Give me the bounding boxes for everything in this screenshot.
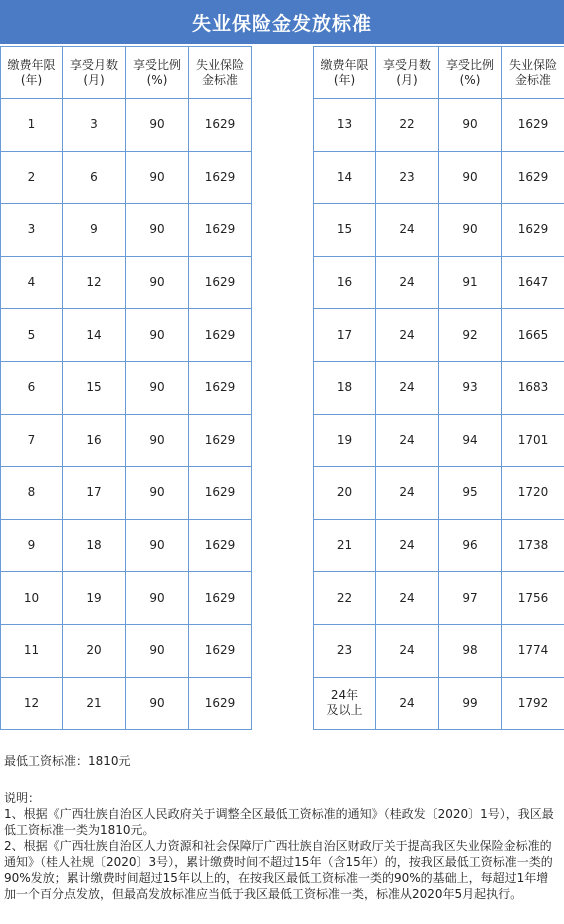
cell-amount: 1756 [502,572,564,625]
cell-amount: 1629 [189,414,252,467]
cell-ratio: 94 [439,414,502,467]
cell-amount: 1629 [189,361,252,414]
cell-ratio: 90 [126,519,189,572]
cell-months: 16 [63,414,126,467]
cell-months: 24 [376,361,439,414]
cell-months: 23 [376,151,439,204]
cell-ratio: 90 [126,677,189,730]
cell-months: 14 [63,309,126,362]
cell-years: 24年 及以上 [314,677,376,730]
table-row [314,677,564,730]
min-wage-text: 最低工资标准：1810元 [4,754,131,768]
table-row [1,204,252,257]
cell-ratio: 90 [439,99,502,152]
cell-months: 22 [376,99,439,152]
table-row [314,151,564,204]
cell-years: 7 [1,414,63,467]
cell-months: 19 [63,572,126,625]
cell-months: 18 [63,519,126,572]
table-row [1,309,252,362]
note-1: 1、根据《广西壮族自治区人民政府关于调整全区最低工资标准的通知》（桂政发〔2020〕1号），我区最低工资标准一类为1810元。 [4,807,554,837]
cell-ratio: 95 [439,467,502,520]
cell-amount: 1629 [189,256,252,309]
table-row [1,256,252,309]
cell-years: 2 [1,151,63,204]
cell-ratio: 96 [439,519,502,572]
cell-years: 19 [314,414,376,467]
cell-amount: 1629 [189,467,252,520]
cell-amount: 1701 [502,414,564,467]
cell-amount: 1792 [502,677,564,730]
cell-ratio: 98 [439,624,502,677]
cell-years: 15 [314,204,376,257]
cell-years: 3 [1,204,63,257]
table-row [314,624,564,677]
left-table [0,46,252,730]
cell-years: 5 [1,309,63,362]
header-ratio: 享受比例 (%) [439,47,502,99]
header-amount: 失业保险 金标准 [189,47,252,99]
cell-ratio: 90 [126,414,189,467]
header-amount: 失业保险 金标准 [502,47,564,99]
notes [4,790,560,902]
cell-ratio: 93 [439,361,502,414]
cell-years: 22 [314,572,376,625]
header-months: 享受月数 (月) [376,47,439,99]
cell-months: 20 [63,624,126,677]
cell-amount: 1647 [502,256,564,309]
table-row [1,624,252,677]
cell-years: 14 [314,151,376,204]
table-row [1,677,252,730]
header-ratio: 享受比例 (%) [126,47,189,99]
table-row [1,151,252,204]
table-row [314,467,564,520]
cell-years: 23 [314,624,376,677]
cell-months: 24 [376,256,439,309]
cell-ratio: 90 [126,361,189,414]
cell-years: 16 [314,256,376,309]
cell-years: 20 [314,467,376,520]
cell-years: 6 [1,361,63,414]
cell-amount: 1629 [189,204,252,257]
cell-ratio: 91 [439,256,502,309]
cell-years: 17 [314,309,376,362]
cell-years: 11 [1,624,63,677]
cell-ratio: 90 [126,624,189,677]
table-row [1,414,252,467]
cell-months: 12 [63,256,126,309]
cell-amount: 1629 [189,519,252,572]
cell-ratio: 90 [126,99,189,152]
table-row [314,519,564,572]
cell-months: 3 [63,99,126,152]
cell-ratio: 97 [439,572,502,625]
table-row [314,204,564,257]
cell-ratio: 90 [439,204,502,257]
cell-amount: 1665 [502,309,564,362]
cell-months: 24 [376,572,439,625]
cell-ratio: 99 [439,677,502,730]
cell-amount: 1629 [502,204,564,257]
cell-years: 18 [314,361,376,414]
cell-amount: 1629 [189,151,252,204]
cell-months: 24 [376,414,439,467]
cell-years: 9 [1,519,63,572]
cell-years: 4 [1,256,63,309]
notes-title: 说明： [4,791,41,805]
cell-years: 10 [1,572,63,625]
cell-amount: 1629 [189,99,252,152]
cell-years: 1 [1,99,63,152]
cell-ratio: 90 [126,309,189,362]
cell-months: 17 [63,467,126,520]
table-row [314,414,564,467]
cell-months: 15 [63,361,126,414]
header-months: 享受月数 (月) [63,47,126,99]
cell-amount: 1629 [189,624,252,677]
cell-years: 13 [314,99,376,152]
table-row [314,361,564,414]
cell-months: 24 [376,519,439,572]
header-years: 缴费年限 (年) [314,47,376,99]
header-years: 缴费年限 (年) [1,47,63,99]
cell-amount: 1774 [502,624,564,677]
cell-months: 24 [376,677,439,730]
cell-ratio: 92 [439,309,502,362]
cell-amount: 1683 [502,361,564,414]
cell-months: 24 [376,467,439,520]
cell-amount: 1738 [502,519,564,572]
table-row [1,519,252,572]
table-row [314,256,564,309]
cell-months: 21 [63,677,126,730]
cell-years: 21 [314,519,376,572]
table-row [314,572,564,625]
cell-ratio: 90 [126,256,189,309]
tables-area [0,46,564,730]
cell-ratio: 90 [126,467,189,520]
cell-amount: 1629 [189,309,252,362]
table-row [314,99,564,152]
page-title: 失业保险金发放标准 [0,0,564,44]
cell-months: 24 [376,309,439,362]
cell-amount: 1629 [189,572,252,625]
left-header-row [1,47,252,99]
cell-amount: 1720 [502,467,564,520]
table-row [314,309,564,362]
table-row [1,572,252,625]
table-row [1,361,252,414]
cell-amount: 1629 [502,99,564,152]
right-header-row [314,47,564,99]
cell-months: 9 [63,204,126,257]
cell-years: 8 [1,467,63,520]
cell-amount: 1629 [502,151,564,204]
right-table [313,46,564,730]
table-row [1,467,252,520]
note-2: 2、根据《广西壮族自治区人力资源和社会保障厅广西壮族自治区财政厅关于提高我区失业保险金标准的通知》（桂人社规〔2020〕3号），累计缴费时间不超过15年（含15年）的，按我区最低工资标准一类的90%发放；累计缴费时间超过15年以上的，在按我区最低工资标准一类的90%的基础上，每超过1年增加一个百分点发放，但最高发放标准应当低于我区最低工资标准一类，标准从2020年5月起执行。 [4,839,553,901]
cell-ratio: 90 [126,572,189,625]
cell-years: 12 [1,677,63,730]
cell-ratio: 90 [126,204,189,257]
cell-months: 24 [376,204,439,257]
table-row [1,99,252,152]
cell-months: 6 [63,151,126,204]
cell-amount: 1629 [189,677,252,730]
cell-months: 24 [376,624,439,677]
cell-ratio: 90 [126,151,189,204]
cell-ratio: 90 [439,151,502,204]
